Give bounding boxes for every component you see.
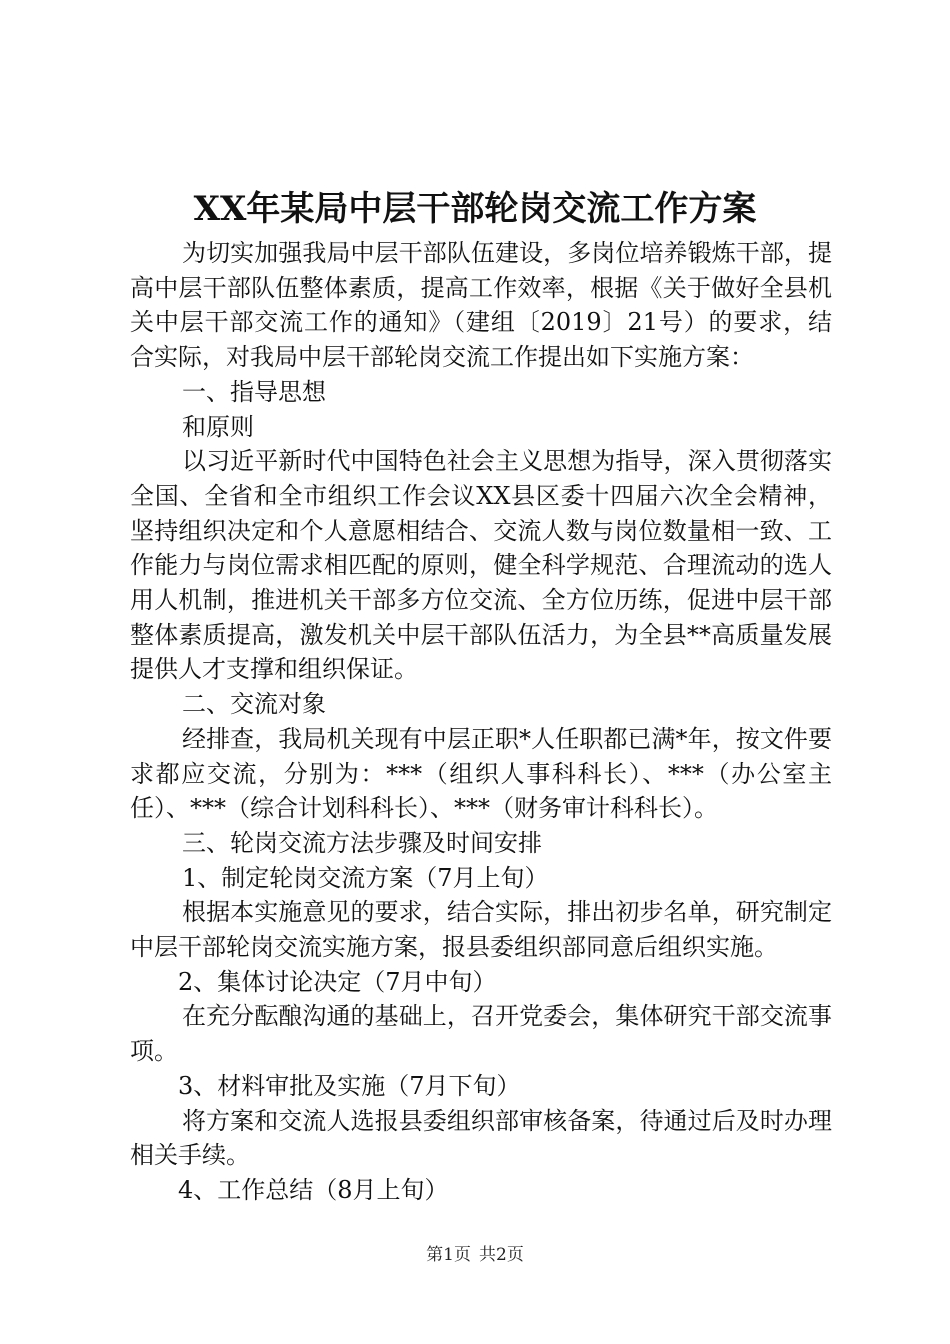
section-heading-exchange-targets: 二、交流对象 [182, 690, 326, 719]
step-paragraph-1: 根据本实施意见的要求，结合实际，排出初步名单，研究制定中层干部轮岗交流实施方案，报县委组织部同意后组织实施。 [130, 898, 832, 962]
guiding-thought-paragraph: 以习近平新时代中国特色社会主义思想为指导，深入贯彻落实全国、全省和全市组织工作会议XX县区委十四届六次全会精神，坚持组织决定和个人意愿相结合、交流人数与岗位数量相一致、工作能力与岗位需求相匹配的原则，健全科学规范、合理流动的选人用人机制，推进机关干部多方位交流、全方位历练，促进中层干部整体素质提高，激发机关中层干部队伍活力，为全县**高质量发展提供人才支撑和组织保证。 [130, 447, 832, 684]
step-paragraph-2: 在充分酝酿沟通的基础上，召开党委会，集体研究干部交流事项。 [130, 1002, 832, 1066]
step-heading-2: 2、集体讨论决定（7月中旬） [178, 967, 497, 996]
step-paragraph-3: 将方案和交流人选报县委组织部审核备案，待通过后及时办理相关手续。 [130, 1106, 832, 1170]
page-number-total: 共2页 [479, 1245, 524, 1265]
section-heading-guiding-thought: 一、指导思想 [182, 377, 326, 406]
step-heading-4: 4、工作总结（8月上旬） [178, 1175, 449, 1204]
page-footer [0, 1244, 950, 1266]
step-heading-1: 1、制定轮岗交流方案（7月上旬） [182, 863, 549, 892]
document-body [130, 236, 832, 1208]
exchange-targets-paragraph: 经排查，我局机关现有中层正职*人任职都已满*年，按文件要求都应交流，分别为：***（组织人事科科长）、***（办公室主任）、***（综合计划科科长）、***（财务审计科科长）。 [130, 724, 832, 823]
section-heading-steps-schedule: 三、轮岗交流方法步骤及时间安排 [182, 828, 542, 857]
step-heading-3: 3、材料审批及实施（7月下旬） [178, 1071, 521, 1100]
page-number-current: 第1页 [426, 1245, 471, 1265]
section-heading-principles: 和原则 [182, 412, 254, 441]
intro-paragraph: 为切实加强我局中层干部队伍建设，多岗位培养锻炼干部，提高中层干部队伍整体素质，提高工作效率，根据《关于做好全县机关中层干部交流工作的通知》（建组〔2019〕21号）的要求，结合实际，对我局中层干部轮岗交流工作提出如下实施方案： [130, 239, 832, 372]
document-title: XX年某局中层干部轮岗交流工作方案 [193, 189, 757, 229]
